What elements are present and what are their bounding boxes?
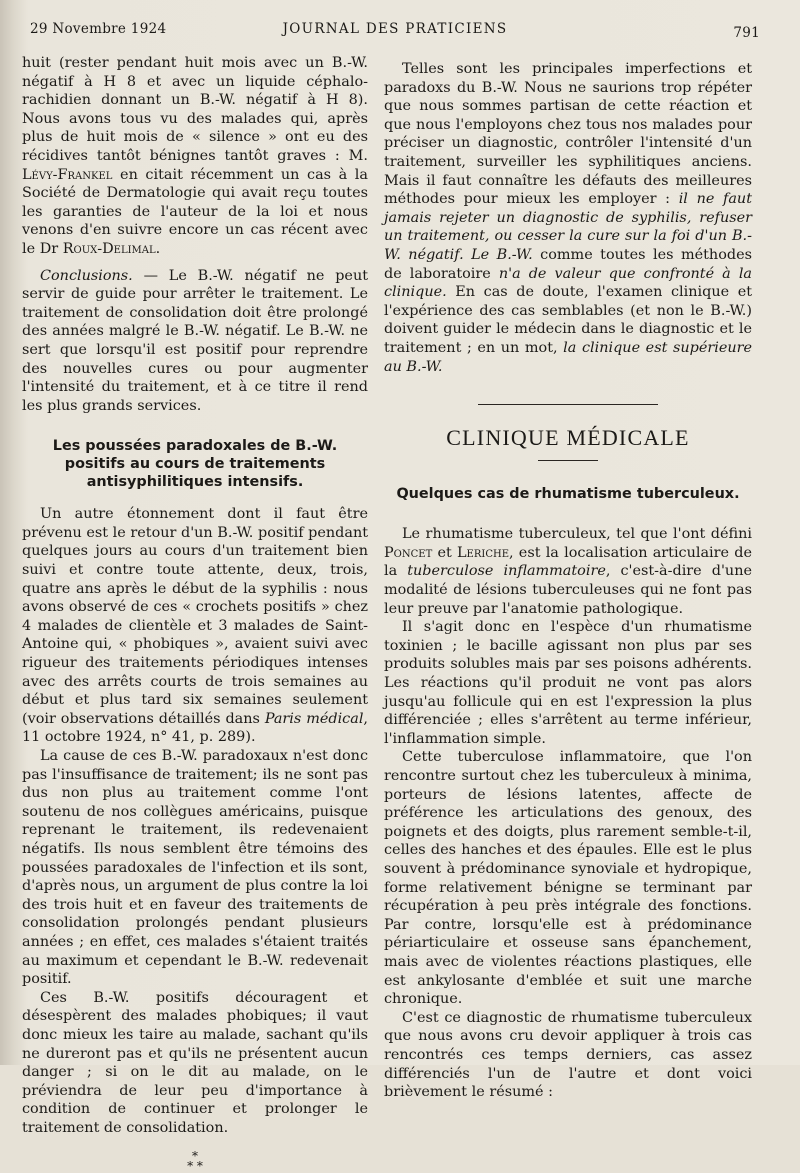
paragraph: C'est ce diagnostic de rhumatisme tuberculeux que nous avons cru devoir appliquer à trois cas rencontrés ces temps derniers, cas assez différenciés l'un de l'autre et dont voici brièvement le résumé :: [384, 1009, 752, 1101]
asterism-separator: * * *: [187, 1149, 203, 1173]
conclusions-label: Conclusions.: [40, 267, 133, 284]
section-subtitle: Les poussées paradoxales de B.-W. positifs au cours de traitements antisyphilitiques intensifs.: [52, 438, 338, 491]
divider-line: [538, 460, 598, 461]
paragraph: huit (rester pendant huit mois avec un B.-W. négatif à H 8 et avec un liquide céphalo-rachidien donnant un B.-W. négatif à H 8). Nous avons tous vu des malades qui, après plus de huit mois de « silence » ont eu des récidives tantôt bénignes tantôt graves : M. Lévy-Frankel en citait récemment un cas à la Société de Dermatologie qui avait reçu toutes les garanties de l'auteur de la loi et nous venons d'en suivre encore un cas récent avec le Dr Roux-Delimal.: [22, 55, 368, 257]
journal-reference: Paris médical: [264, 710, 364, 727]
paragraph: Un autre étonnement dont il faut être prévenu est le retour d'un B.-W. positif pendant quelques jours au cours d'un traitement bien suivi et contre toute attente, deux, trois, quatre ans après le début de la syphilis : nous avons observé de ces « crochets positifs » chez 4 malades de clientèle et 3 malades de Saint-Antoine qui, « phobiques », avaient suivi avec rigueur des traitements périodiques intenses avec des arrêts courts de trois semaines au début et plus tard six semaines seulement (voir observations détaillés dans Paris médical, 11 octobre 1924, n° 41, p. 289).: [22, 506, 368, 746]
left-column: [22, 54, 368, 1171]
author-name: Lévy-Frankel: [22, 166, 113, 183]
paragraph: Telles sont les principales imperfections et paradoxs du B.-W. Nous ne saurions trop répéter que nous sommes partisan de cette réaction et que nous l'employons chez tous nos malades pour préciser un diagnostic, contrôler l'intensité d'un traitement, surveiller les syphilitiques anciens. Mais il faut connaître les défauts des meilleures méthodes pour mieux les employer : il ne faut jamais rejeter un diagnostic de syphilis, refuser un traitement, ou cesser la cure sur la foi d'un B.-W. négatif. Le B.-W. comme toutes les méthodes de laboratoire n'a de valeur que confronté à la clinique. En cas de doute, l'examen clinique et l'expérience des cas semblables (et non le B.-W.) doivent guider le médecin dans le diagnostic et le traitement ; en un mot, la clinique est supérieure au B.-W.: [384, 61, 752, 375]
right-column: [384, 60, 752, 1102]
paragraph: Ces B.-W. positifs découragent et désespèrent des malades phobiques; il vaut donc mieux les taire au malade, sachant qu'ils ne dureront pas et qu'ils ne présentent aucun danger ; si on le dit au malade, on le préviendra de leur peu d'importance à condition de continuer et prolonger le traitement de consolidation.: [22, 989, 368, 1136]
author-name: Roux-Delimal: [62, 240, 156, 257]
section-title: CLINIQUE MÉDICALE: [446, 425, 690, 451]
divider-line: [478, 404, 658, 405]
paragraph: Cette tuberculose inflammatoire, que l'on rencontre surtout chez les tuberculeux à minima, porteurs de lésions latentes, affecte de préférence les articulations des genoux, des poignets et des doigts, plus rarement semble-t-il, celles des hanches et des épaules. Elle est le plus souvent à prédominance synoviale et hydropique, forme relativement bénigne se terminant par récupération à peu près intégrale des fonctions. Par contre, lorsqu'elle est à prédominance périarticulaire et osseuse sans épanchement, mais avec de violentes réactions plastiques, elle est ankylosante d'emblée et suit une marche chronique.: [384, 749, 752, 1008]
article-title: Quelques cas de rhumatisme tuberculeux.: [396, 485, 740, 502]
header-journal-title: JOURNAL DES PRATICIENS: [282, 21, 508, 37]
paragraph: Le rhumatisme tuberculeux, tel que l'ont défini Poncet et Leriche, est la localisation articulaire de la tuberculose inflammatoire, c'est-à-dire d'une modalité de lésions tuberculeuses qui ne font pas leur preuve par l'anatomie pathologique.: [384, 526, 752, 617]
paragraph: Il s'agit donc en l'espèce d'un rhumatisme toxinien ; le bacille agissant non plus par ses produits solubles mais par ses poisons adhérents. Les réactions qu'il produit ne vont pas alors jusqu'au follicule qui en est l'expression la plus différenciée ; elles s'arrêtent au terme inférieur, l'inflammation simple.: [384, 619, 752, 747]
conclusions-paragraph: Conclusions. — Le B.-W. négatif ne peut servir de guide pour arrêter le traitement. Le traitement de consolidation doit être prolongé des années malgré le B.-W. négatif. Le B.-W. ne sert que lorsqu'il est positif pour reprendre des nouvelles cures ou pour augmenter l'intensité du traitement, et à ce titre il rend les plus grands services.: [22, 267, 368, 414]
author-name: Leriche: [457, 544, 510, 561]
author-name: Poncet: [384, 544, 433, 561]
page-number: 791: [733, 25, 760, 41]
header-date: 29 Novembre 1924: [30, 21, 167, 37]
running-header: [30, 18, 760, 40]
paragraph: La cause de ces B.-W. paradoxaux n'est donc pas l'insuffisance de traitement; ils ne sont pas dus non plus au traitement comme l'ont soutenu de nos collègues américains, puisque reprenant le traitement, ils redevenaient négatifs. Ils nous semblent être témoins des poussées paradoxales de l'infection et ils sont, d'après nous, un argument de plus contre la loi des trois huit et en faveur des traitements de consolidation prolongés pendant plusieurs années ; en effet, ces malades s'étaient traités au maximum et cependant le B.-W. redevenait positif.: [22, 748, 368, 988]
